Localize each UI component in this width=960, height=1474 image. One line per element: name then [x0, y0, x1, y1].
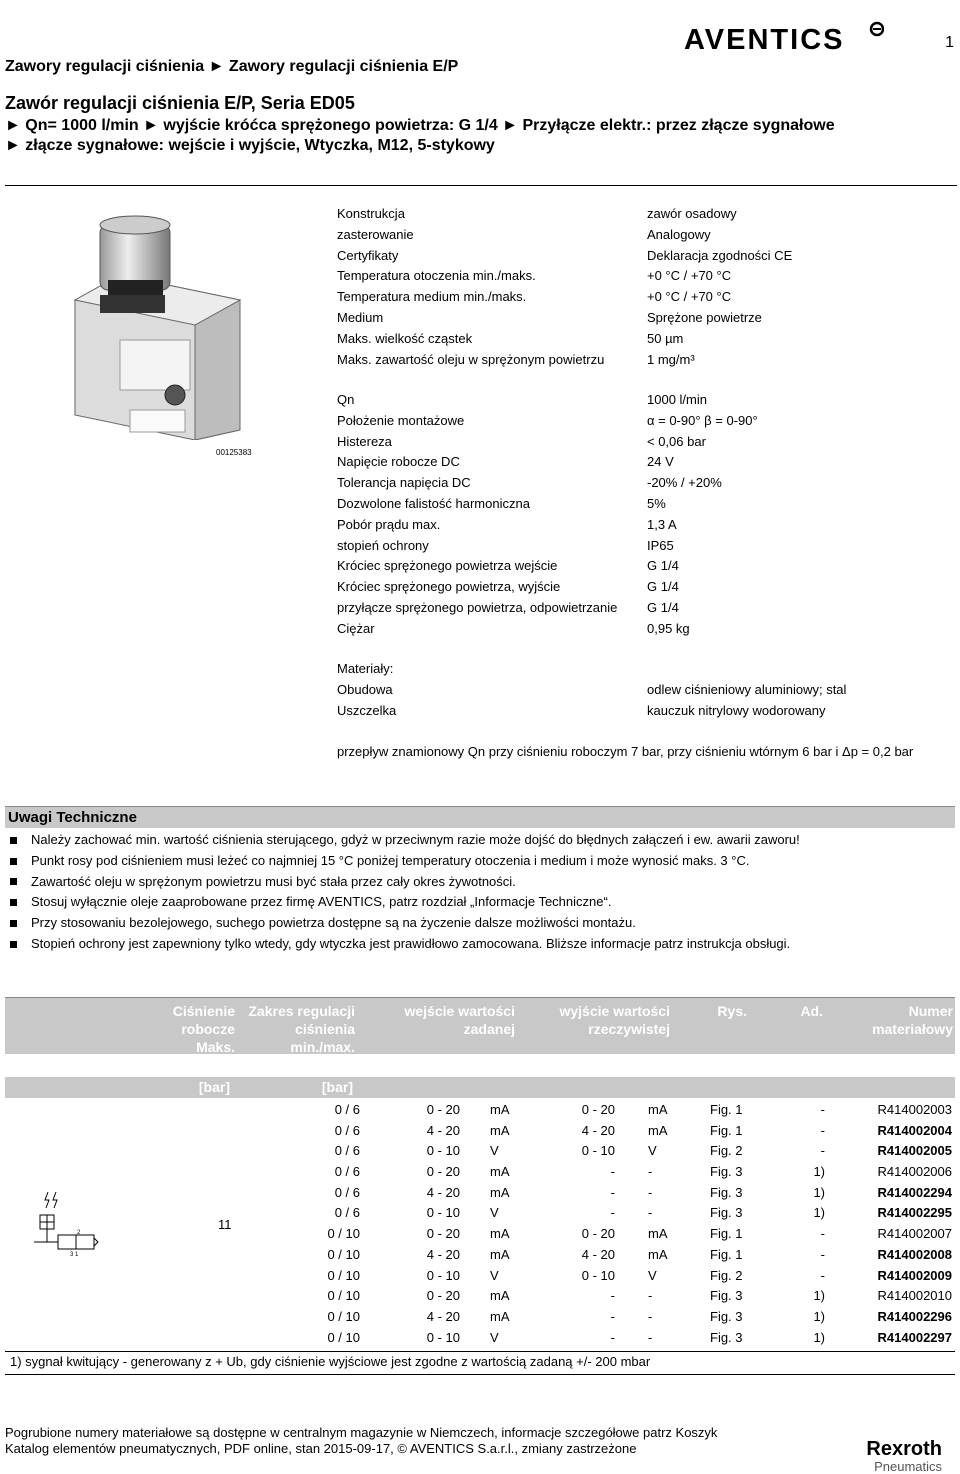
- subtitle-line-2: ► złącze sygnałowe: wejście i wyjście, Wtyczka, M12, 5-stykowy: [5, 137, 495, 154]
- table-cell-part: R414002008: [877, 1246, 952, 1262]
- spec-row: Temperatura medium min./maks. +0 °C / +70 °C: [337, 289, 732, 305]
- table-cell-outu: -: [648, 1205, 653, 1221]
- table-cell-range: 0 / 10: [327, 1226, 360, 1242]
- col-input: wejście wartości zadanej: [404, 1003, 515, 1037]
- table-cell-fig: Fig. 3: [710, 1164, 743, 1180]
- page-title: Zawór regulacji ciśnienia E/P, Seria ED05: [5, 93, 355, 113]
- table-cell-range: 0 / 10: [327, 1288, 360, 1304]
- table-row: [5, 1099, 955, 1120]
- table-header: [5, 997, 955, 1054]
- table-cell-in: 0 - 20: [426, 1288, 460, 1304]
- table-cell-ad: 1): [813, 1288, 825, 1304]
- unit-range: [bar]: [321, 1079, 353, 1095]
- table-row: [5, 1182, 955, 1203]
- spec-row: Ciężar 0,95 kg: [337, 620, 690, 636]
- table-cell-outu: -: [648, 1184, 653, 1200]
- table-cell-in: 0 - 20: [426, 1164, 460, 1180]
- table-cell-inu: V: [490, 1143, 499, 1159]
- table-cell-in: 4 - 20: [426, 1246, 460, 1262]
- page-number: 1: [945, 34, 954, 51]
- table-cell-ad: 1): [813, 1329, 825, 1345]
- spec-row: Króciec sprężonego powietrza wejście G 1/4: [337, 558, 679, 574]
- spec-row: stopień ochrony IP65: [337, 537, 674, 553]
- bullet-icon: [10, 858, 17, 865]
- table-cell-out: 4 - 20: [581, 1122, 615, 1138]
- table-cell-outu: V: [648, 1267, 657, 1283]
- list-item: Stopień ochrony jest zapewniony tylko wtedy, gdy wtyczka jest prawidłowo zamocowana. Bliższe informacje patrz instrukcja obsługi.: [10, 934, 800, 955]
- table-cell-part: R414002007: [877, 1226, 952, 1242]
- table-cell-ad: 1): [813, 1164, 825, 1180]
- table-cell-range: 0 / 10: [327, 1308, 360, 1324]
- list-item: Przy stosowaniu bezolejowego, suchego powietrza dostępne są na życzenie dalsze możliwości montażu.: [10, 913, 800, 934]
- materials-block: [337, 659, 846, 721]
- tech-notes-list: [10, 830, 800, 955]
- table-cell-outu: mA: [648, 1246, 668, 1262]
- unit-pressure-max: [bar]: [198, 1079, 230, 1095]
- table-row: [5, 1223, 955, 1244]
- list-item: Zawartość oleju w sprężonym powietrzu musi być stała przez cały okres żywotności.: [10, 872, 800, 893]
- table-cell-part: R414002296: [877, 1308, 952, 1324]
- bullet-icon: [10, 941, 17, 948]
- table-cell-in: 0 - 20: [426, 1102, 460, 1117]
- svg-text:2: 2: [77, 1230, 81, 1236]
- table-cell-inu: V: [490, 1329, 499, 1345]
- list-item: Stosuj wyłącznie oleje zaaprobowane przez firmę AVENTICS, patrz rozdział „Informacje Techniczne“.: [10, 892, 800, 913]
- subtitle-line-1: ► Qn= 1000 l/min ► wyjście króćca sprężonego powietrza: G 1/4 ► Przyłącze elektr.: przez złącze sygnałowe: [5, 117, 835, 134]
- col-range: Zakres regulacji ciśnienia min./max.: [248, 1003, 355, 1055]
- spec-block-general: [337, 204, 792, 370]
- table-cell-inu: mA: [490, 1184, 510, 1200]
- spec-row: Uszczelka kauczuk nitrylowy wodorowany: [337, 702, 826, 718]
- table-cell-ad: 1): [813, 1205, 825, 1221]
- table-units-row: [5, 1077, 955, 1098]
- table-cell-range: 0 / 10: [327, 1329, 360, 1345]
- spec-row: Króciec sprężonego powietrza, wyjście G 1/4: [337, 579, 679, 595]
- table-cell-inu: mA: [490, 1102, 510, 1117]
- spec-row: Pobór prądu max. 1,3 A: [337, 516, 677, 532]
- table-row: [5, 1285, 955, 1306]
- table-cell-out: 0 - 20: [581, 1226, 615, 1242]
- table-cell-outu: mA: [648, 1122, 668, 1138]
- header-divider: [5, 185, 957, 186]
- col-part-number: Numer materiałowy: [872, 1003, 953, 1037]
- flow-note: przepływ znamionowy Qn przy ciśnieniu roboczym 7 bar, przy ciśnieniu wtórnym 6 bar i Δp = 0,2 bar: [337, 744, 914, 759]
- table-cell-in: 0 - 10: [426, 1267, 460, 1283]
- product-image: [60, 205, 290, 440]
- table-cell-in: 4 - 20: [426, 1308, 460, 1324]
- tech-notes-heading: Uwagi Techniczne: [5, 806, 955, 828]
- col-ad: Ad.: [800, 1003, 823, 1019]
- table-cell-inu: mA: [490, 1246, 510, 1262]
- table-cell-in: 0 - 10: [426, 1329, 460, 1345]
- table-cell-out: 0 - 10: [581, 1267, 615, 1283]
- table-row: [5, 1244, 955, 1265]
- product-table: [5, 1099, 955, 1347]
- table-cell-out: -: [610, 1184, 615, 1200]
- table-cell-range: 0 / 6: [334, 1184, 360, 1200]
- col-fig: Rys.: [717, 1003, 747, 1019]
- table-cell-range: 0 / 10: [327, 1267, 360, 1283]
- table-cell-fig: Fig. 3: [710, 1329, 743, 1345]
- table-row: [5, 1161, 955, 1182]
- table-cell-outu: V: [648, 1143, 657, 1159]
- table-cell-fig: Fig. 3: [710, 1308, 743, 1324]
- table-cell-fig: Fig. 1: [710, 1246, 743, 1262]
- spec-row: Histereza < 0,06 bar: [337, 433, 706, 449]
- table-row: [5, 1327, 955, 1348]
- table-cell-inu: mA: [490, 1308, 510, 1324]
- spec-row: Maks. wielkość cząstek 50 µm: [337, 330, 684, 346]
- table-cell-inu: V: [490, 1267, 499, 1283]
- table-cell-inu: mA: [490, 1122, 510, 1138]
- table-cell-range: 0 / 6: [334, 1164, 360, 1180]
- bullet-icon: [10, 878, 17, 885]
- table-cell-fig: Fig. 2: [710, 1267, 743, 1283]
- spec-row: Tolerancja napięcia DC -20% / +20%: [337, 475, 722, 491]
- bullet-icon: [10, 837, 17, 844]
- table-cell-range: 0 / 6: [334, 1205, 360, 1221]
- svg-text:AVENTICS: AVENTICS: [684, 24, 845, 54]
- table-cell-fig: Fig. 1: [710, 1122, 743, 1138]
- list-item: Należy zachować min. wartość ciśnienia sterującego, gdyż w przeciwnym razie może dojść do błędnych załączeń i ew. awarii zaworu!: [10, 830, 800, 851]
- table-cell-ad: -: [820, 1246, 825, 1262]
- table-cell-part: R414002004: [877, 1122, 952, 1138]
- col-pressure-max: Ciśnienie robocze Maks.: [172, 1003, 235, 1055]
- table-cell-part: R414002006: [877, 1164, 952, 1180]
- table-cell-fig: Fig. 3: [710, 1205, 743, 1221]
- table-cell-ad: -: [820, 1226, 825, 1242]
- table-cell-outu: -: [648, 1164, 653, 1180]
- table-cell-ad: 1): [813, 1308, 825, 1324]
- footnote: 1) sygnał kwitujący - generowany z + Ub, gdy ciśnienie wyjściowe jest zgodne z wartością zadaną +/- 200 mbar: [10, 1354, 651, 1369]
- table-cell-in: 4 - 20: [426, 1184, 460, 1200]
- table-cell-part: R414002294: [877, 1184, 952, 1200]
- table-cell-ad: -: [820, 1122, 825, 1138]
- table-cell-part: R414002010: [877, 1288, 952, 1304]
- table-cell-fig: Fig. 2: [710, 1143, 743, 1159]
- table-cell-inu: mA: [490, 1288, 510, 1304]
- rexroth-logo-sub: Pneumatics: [874, 1459, 942, 1474]
- table-cell-range: 0 / 10: [327, 1246, 360, 1262]
- spec-row: Konstrukcja zawór osadowy: [337, 206, 737, 221]
- list-item: Punkt rosy pod ciśnieniem musi leżeć co najmniej 15 °C poniżej temperatury otoczenia i medium i może wynosić maks. 3 °C.: [10, 851, 800, 872]
- table-cell-out: 0 - 10: [581, 1143, 615, 1159]
- table-row: [5, 1140, 955, 1161]
- table-cell-range: 0 / 6: [334, 1122, 360, 1138]
- spec-block-technical: [337, 390, 758, 640]
- table-cell-ad: -: [820, 1143, 825, 1159]
- table-cell-part: R414002005: [877, 1143, 952, 1159]
- table-row: [5, 1306, 955, 1327]
- table-cell-in: 0 - 10: [426, 1205, 460, 1221]
- table-cell-fig: Fig. 1: [710, 1226, 743, 1242]
- table-cell-part: R414002297: [877, 1329, 952, 1345]
- bullet-icon: [10, 920, 17, 927]
- table-cell-out: 0 - 20: [581, 1102, 615, 1117]
- table-row: [5, 1120, 955, 1141]
- spec-row: Położenie montażowe α = 0-90° β = 0-90°: [337, 412, 758, 428]
- table-cell-range: 0 / 6: [334, 1102, 360, 1117]
- spec-row: Medium Sprężone powietrze: [337, 309, 762, 325]
- table-cell-out: -: [610, 1288, 615, 1304]
- col-output: wyjście wartości rzeczywistej: [559, 1003, 670, 1037]
- bullet-icon: [10, 899, 17, 906]
- table-row: [5, 1202, 955, 1223]
- footer-line-1: Pogrubione numery materiałowe są dostępne w centralnym magazynie w Niemczech, informacje szczegółowe patrz Koszyk: [5, 1425, 718, 1440]
- svg-text:3 1: 3 1: [70, 1252, 79, 1258]
- table-cell-inu: V: [490, 1205, 499, 1221]
- breadcrumb: Zawory regulacji ciśnienia ► Zawory regulacji ciśnienia E/P: [5, 58, 459, 75]
- spec-row: Napięcie robocze DC 24 V: [337, 454, 674, 470]
- table-cell-inu: mA: [490, 1164, 510, 1180]
- table-cell-out: 4 - 20: [581, 1246, 615, 1262]
- spec-row: Materiały:: [337, 661, 394, 676]
- table-cell-outu: mA: [648, 1226, 668, 1242]
- spec-row: Obudowa odlew ciśnieniowy aluminiowy; stal: [337, 681, 847, 697]
- table-cell-part: R414002003: [877, 1102, 952, 1117]
- table-cell-outu: mA: [648, 1102, 668, 1117]
- table-cell-part: R414002009: [877, 1267, 952, 1283]
- table-cell-ad: -: [820, 1267, 825, 1283]
- rexroth-logo: Rexroth: [866, 1438, 942, 1460]
- valve-symbol-icon: [30, 1190, 100, 1260]
- table-cell-ad: 1): [813, 1184, 825, 1200]
- spec-row: Maks. zawartość oleju w sprężonym powietrzu 1 mg/m³: [337, 351, 695, 367]
- table-cell-outu: -: [648, 1329, 653, 1345]
- table-cell-out: -: [610, 1205, 615, 1221]
- table-cell-inu: mA: [490, 1226, 510, 1242]
- table-cell-ad: -: [820, 1102, 825, 1117]
- table-cell-in: 4 - 20: [426, 1122, 460, 1138]
- spec-row: Certyfikaty Deklaracja zgodności CE: [337, 247, 793, 263]
- table-cell-fig: Fig. 3: [710, 1184, 743, 1200]
- spec-row: przyłącze sprężonego powietrza, odpowietrzanie G 1/4: [337, 599, 679, 615]
- pressure-max-value: 11: [218, 1217, 232, 1232]
- footer-line-2: Katalog elementów pneumatycznych, PDF online, stan 2015-09-17, © AVENTICS S.a.r.l., zmiany zastrzeżone: [5, 1441, 637, 1456]
- table-cell-in: 0 - 20: [426, 1226, 460, 1242]
- spec-row: Qn 1000 l/min: [337, 392, 707, 407]
- table-cell-outu: -: [648, 1308, 653, 1324]
- image-code: 00125383: [216, 448, 252, 457]
- table-cell-in: 0 - 10: [426, 1143, 460, 1159]
- table-cell-out: -: [610, 1308, 615, 1324]
- table-cell-fig: Fig. 3: [710, 1288, 743, 1304]
- aventics-logo: [684, 20, 884, 54]
- table-cell-fig: Fig. 1: [710, 1102, 743, 1117]
- table-cell-out: -: [610, 1329, 615, 1345]
- spec-row: Temperatura otoczenia min./maks. +0 °C / +70 °C: [337, 268, 732, 284]
- table-row: [5, 1265, 955, 1286]
- table-cell-out: -: [610, 1164, 615, 1180]
- table-cell-outu: -: [648, 1288, 653, 1304]
- spec-row: zasterowanie Analogowy: [337, 226, 711, 242]
- table-cell-range: 0 / 6: [334, 1143, 360, 1159]
- table-cell-part: R414002295: [877, 1205, 952, 1221]
- spec-row: Dozwolone falistość harmoniczna 5%: [337, 495, 666, 511]
